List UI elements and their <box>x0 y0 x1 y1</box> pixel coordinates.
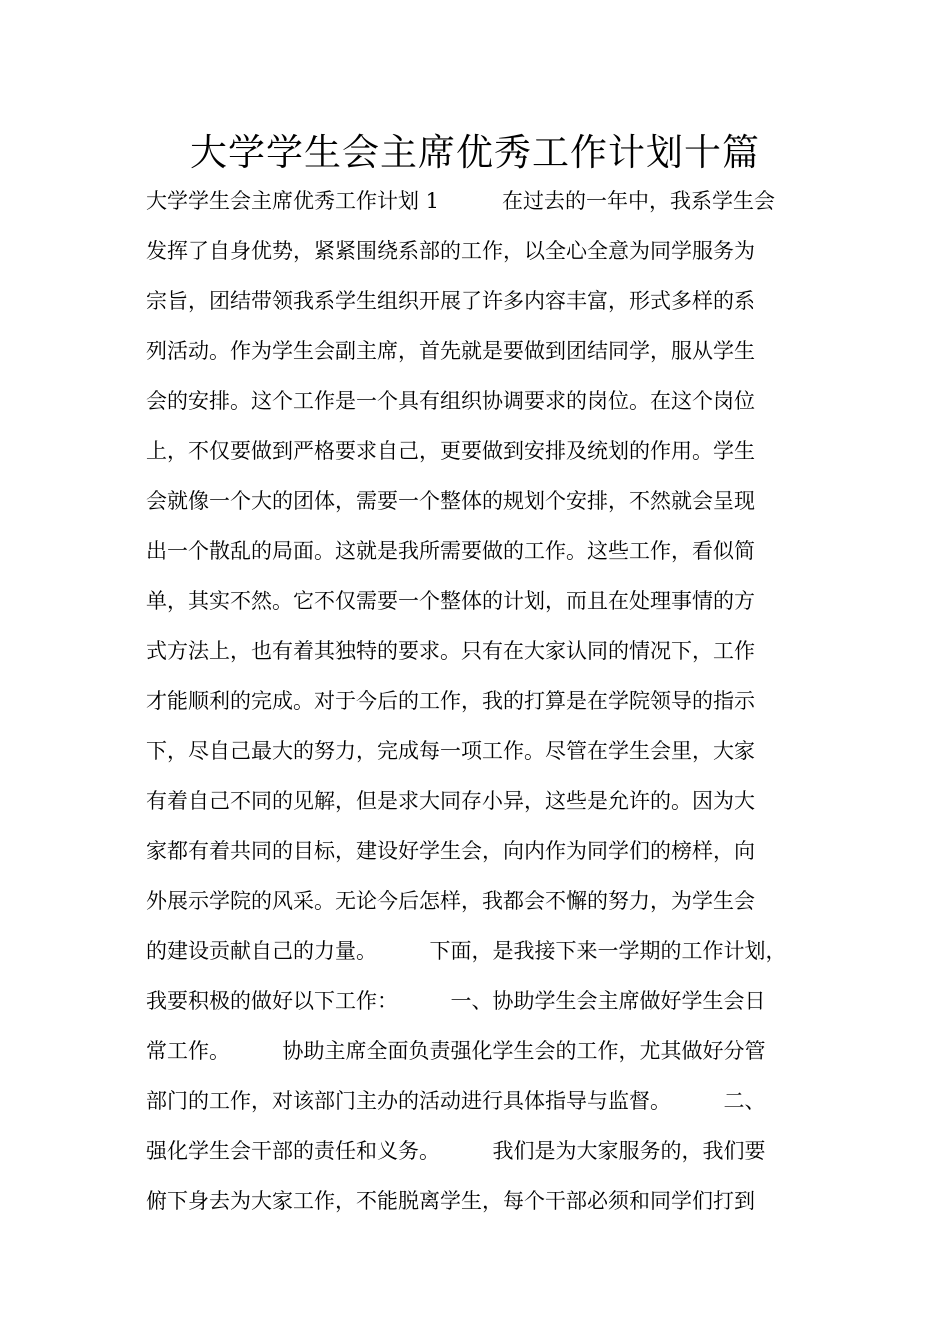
body-line: 会就像一个大的团体，需要一个整体的规划个安排，不然就会呈现 <box>146 489 755 513</box>
body-line: 常工作。 协助主席全面负责强化学生会的工作，尤其做好分管 <box>146 1039 766 1063</box>
body-line: 有着自己不同的见解，但是求大同存小异，这些是允许的。因为大 <box>146 789 755 813</box>
body-line: 才能顺利的完成。对于今后的工作，我的打算是在学院领导的指示 <box>146 689 755 713</box>
body-line: 家都有着共同的目标，建设好学生会，向内作为同学们的榜样，向 <box>146 839 755 863</box>
body-line: 单，其实不然。它不仅需要一个整体的计划，而且在处理事情的方 <box>146 589 755 613</box>
body-line: 强化学生会干部的责任和义务。 我们是为大家服务的，我们要 <box>146 1139 766 1163</box>
body-line: 大学学生会主席优秀工作计划 1 在过去的一年中，我系学生会 <box>146 189 776 213</box>
body-line: 宗旨，团结带领我系学生组织开展了许多内容丰富，形式多样的系 <box>146 289 755 313</box>
document-body <box>146 176 822 1226</box>
body-line: 的建设贡献自己的力量。 下面，是我接下来一学期的工作计划， <box>146 939 787 963</box>
body-line: 上，不仅要做到严格要求自己，更要做到安排及统划的作用。学生 <box>146 439 755 463</box>
body-line: 下，尽自己最大的努力，完成每一项工作。尽管在学生会里，大家 <box>146 739 755 763</box>
body-line: 发挥了自身优势，紧紧围绕系部的工作，以全心全意为同学服务为 <box>146 239 755 263</box>
body-line: 部门的工作，对该部门主办的活动进行具体指导与监督。 二、 <box>146 1089 766 1113</box>
body-line: 俯下身去为大家工作，不能脱离学生，每个干部必须和同学们打到 <box>146 1189 755 1213</box>
body-line: 会的安排。这个工作是一个具有组织协调要求的岗位。在这个岗位 <box>146 389 755 413</box>
document-title: 大学学生会主席优秀工作计划十篇 <box>190 131 760 174</box>
body-line: 列活动。作为学生会副主席，首先就是要做到团结同学，服从学生 <box>146 339 755 363</box>
body-line: 式方法上，也有着其独特的要求。只有在大家认同的情况下，工作 <box>146 639 755 663</box>
body-line: 出一个散乱的局面。这就是我所需要做的工作。这些工作，看似简 <box>146 539 755 563</box>
body-line: 外展示学院的风采。无论今后怎样，我都会不懈的努力，为学生会 <box>146 889 755 913</box>
body-line: 我要积极的做好以下工作： 一、协助学生会主席做好学生会日 <box>146 989 766 1013</box>
